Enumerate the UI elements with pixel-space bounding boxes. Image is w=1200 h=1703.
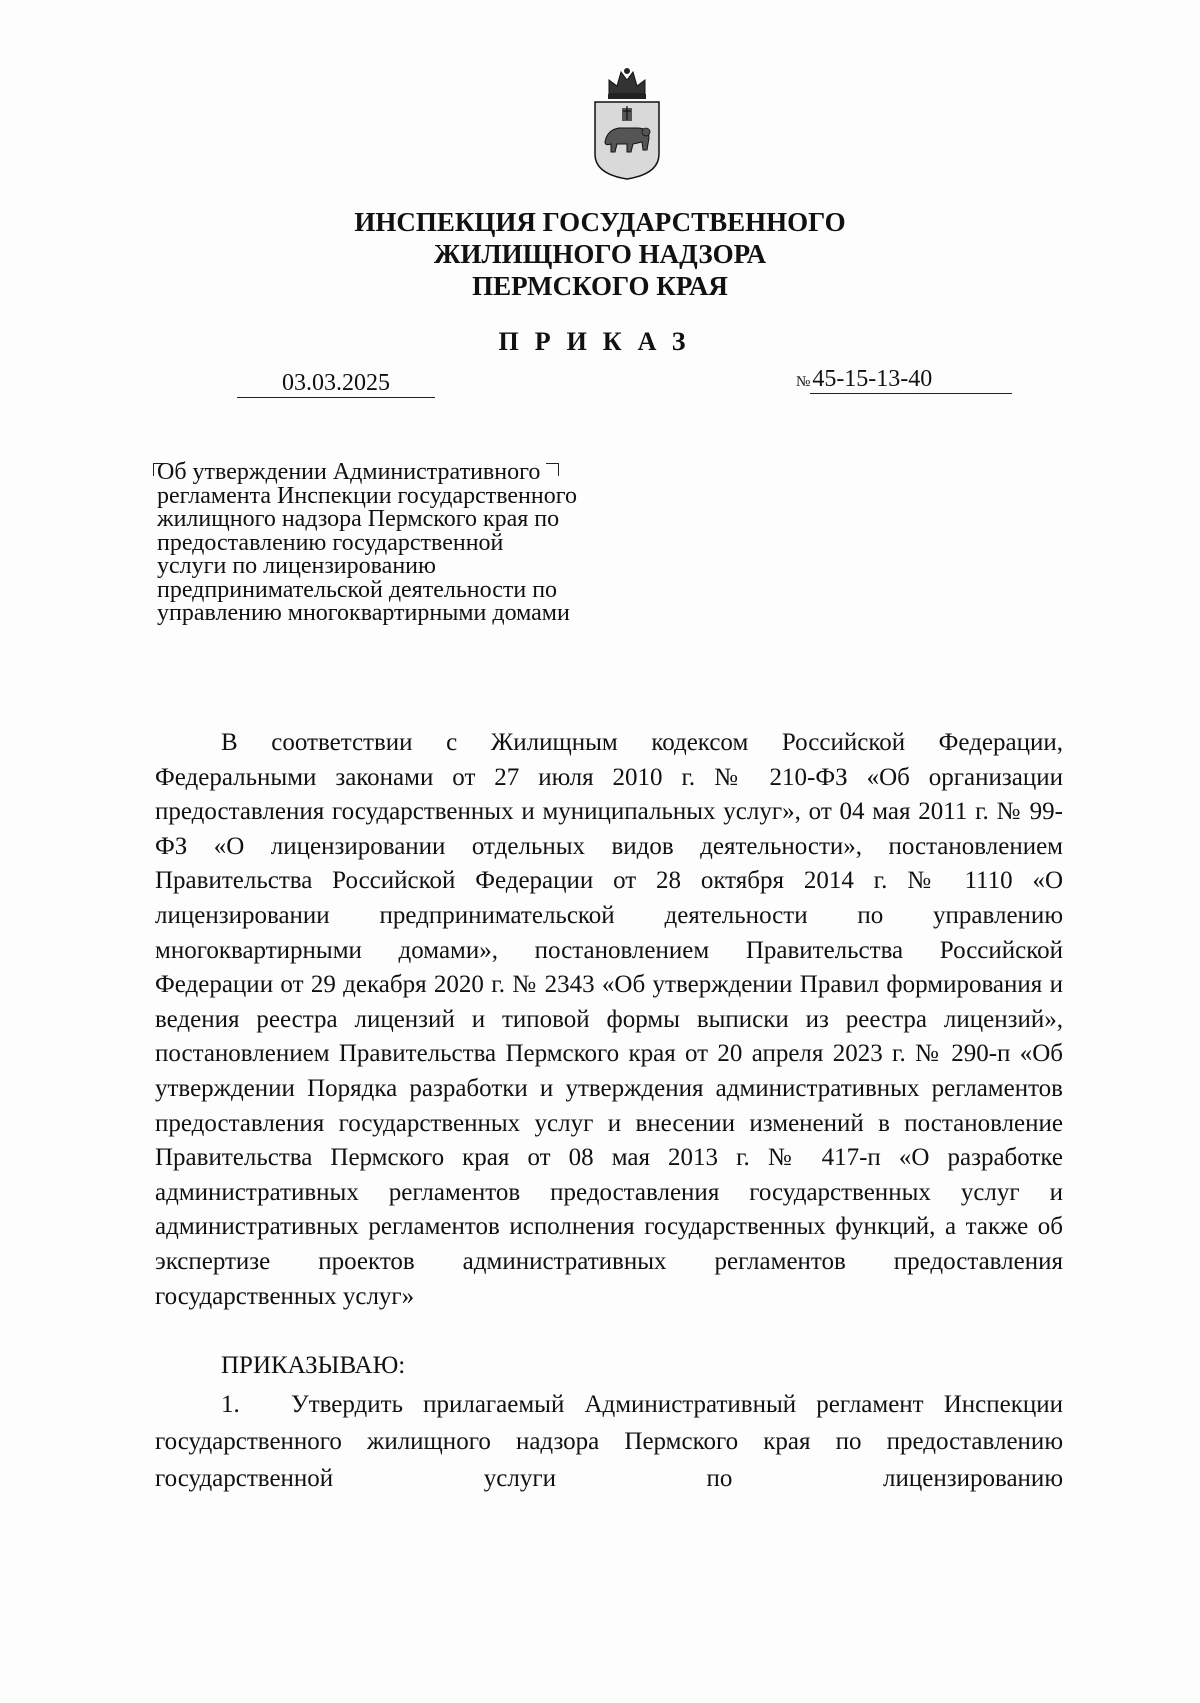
authority-line-2: ЖИЛИЩНОГО НАДЗОРА	[433, 239, 767, 269]
authority-line-3: ПЕРМСКОГО КРАЯ	[472, 271, 728, 301]
document-date: 03.03.2025	[237, 369, 435, 398]
authority-line-1: ИНСПЕКЦИЯ ГОСУДАРСТВЕННОГО	[354, 207, 846, 237]
number-value: 45-15-13-40	[810, 365, 1012, 394]
document-type: ПРИКАЗ	[498, 327, 702, 356]
preamble-paragraph: В соответствии с Жилищным кодексом Российской Федерации, Федеральными законами от 27 июля 2010 г. № 210-ФЗ «Об организации предоставления государственных и муниципальных услуг», от 04 мая 2011 г. № 99-ФЗ «О лицензировании отдельных видов деятельности», постановлением Правительства Российской Федерации от 28 октября 2014 г. № 1110 «О лицензировании предпринимательской деятельности по управлению многоквартирными домами», постановлением Правительства Российской Федерации от 29 декабря 2020 г. № 2343 «Об утверждении Правил формирования и ведения реестра лицензий и типовой формы выписки из реестра лицензий», постановлением Правительства Пермского края от 20 апреля 2023 г. № 290-п «Об утверждении Порядка разработки и утверждения административных регламентов предоставления государственных услуг и внесении изменений в постановление Правительства Пермского края от 08 мая 2013 г. № 417-п «О разработке административных регламентов предоставления государственных услуг и административных регламентов исполнения государственных функций, а также об экспертизе проектов административных регламентов предоставления государственных услуг»	[155, 729, 1063, 1310]
item-number: 1.	[221, 1391, 240, 1418]
item-text: Утвердить прилагаемый Административный регламент Инспекции государственного жилищного надзора Пермского края по предоставлению государственной услуги по лицензированию	[155, 1391, 1063, 1492]
coat-of-arms-icon	[589, 66, 665, 182]
order-item-1	[155, 1386, 1063, 1497]
document-number	[796, 365, 1018, 396]
order-verb: ПРИКАЗЫВАЮ:	[221, 1352, 406, 1379]
issuing-authority	[0, 206, 1200, 302]
document-subject: Об утверждении Административного регламента Инспекции государственного жилищного надзора Пермского края по предоставлению государственной услуги по лицензированию предпринимательской деятельности по управлению многоквартирными домами	[157, 459, 577, 626]
number-sign: №	[796, 374, 811, 390]
